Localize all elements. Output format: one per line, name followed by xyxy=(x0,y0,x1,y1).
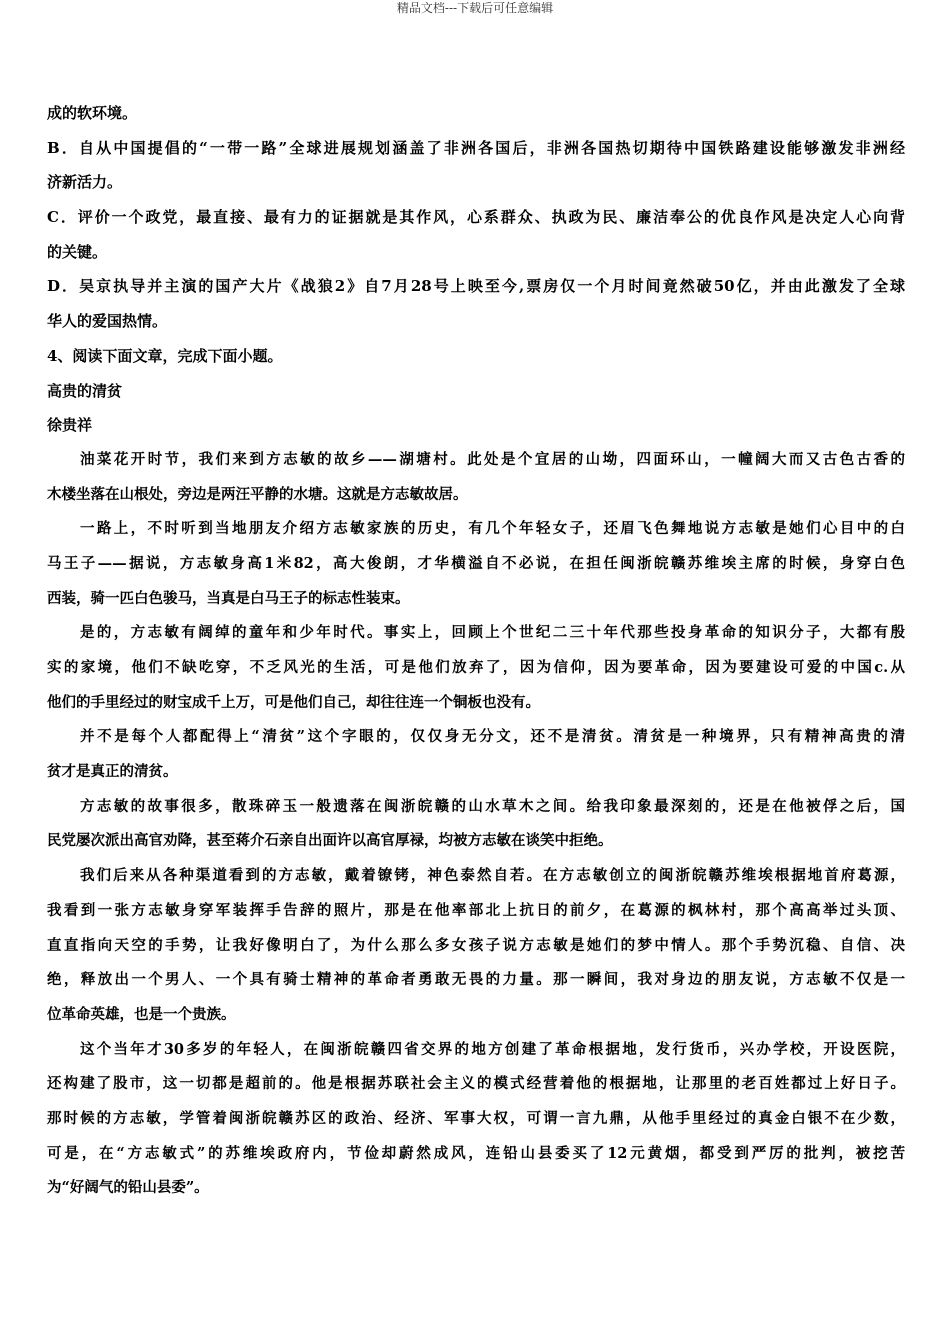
paragraph-line: 还构建了股市，这一切都是超前的。他是根据苏联社会主义的模式经营着他的根据地，让那里的老百姓都过上好日子。 xyxy=(47,1075,905,1093)
paragraph-line: 贫才是真正的清贫。 xyxy=(47,763,178,781)
text-line: 济新活力。 xyxy=(47,173,123,192)
paragraph-line: 方志敏的故事很多，散珠碎玉一般遗落在闽浙皖赣的山水草木之间。给我印象最深刻的，还是在他被俘之后，国 xyxy=(80,797,905,815)
paragraph-line: 绝，释放出一个男人、一个具有骑士精神的革命者勇敢无畏的力量。那一瞬间，我对身边的朋友说，方志敏不仅是一 xyxy=(47,971,905,989)
document-body xyxy=(47,96,905,1206)
paragraph-line: 位革命英雄，也是一个贵族。 xyxy=(47,1005,236,1023)
option-b-line: B．自从中国提倡的“一带一路”全球进展规划涵盖了非洲各国后，非洲各国热切期待中国铁路建设能够激发非洲经 xyxy=(47,138,905,157)
paragraph-line: 民党屡次派出高官劝降，甚至蒋介石亲自出面许以高官厚禄，均被方志敏在谈笑中拒绝。 xyxy=(47,832,613,850)
paragraph-line: 我看到一张方志敏身穿军装挥手告辞的照片，那是在他率部北上抗日的前夕，在葛源的枫林村，那个高高举过头顶、 xyxy=(47,901,905,919)
option-d-line: D．吴京执导并主演的国产大片《战狼2》自7月28号上映至今,票房仅一个月时间竟然破50亿，并由此激发了全球 xyxy=(47,277,905,296)
paragraph-line: 一路上，不时听到当地朋友介绍方志敏家族的历史，有几个年轻女子，还眉飞色舞地说方志敏是她们心目中的白 xyxy=(80,520,905,538)
option-c-line: C．评价一个政党，最直接、最有力的证据就是其作风，心系群众、执政为民、廉洁奉公的优良作风是决定人心向背 xyxy=(47,208,905,227)
paragraph-line: 是的，方志敏有阔绰的童年和少年时代。事实上，回顾上个世纪二三十年代那些投身革命的知识分子，大都有殷 xyxy=(80,624,905,642)
paragraph-line: 那时候的方志敏，学管着闽浙皖赣苏区的政治、经济、军事大权，可谓一言九鼎，从他手里经过的真金白银不在少数， xyxy=(47,1109,905,1127)
paragraph-line: 实的家境，他们不缺吃穿，不乏风光的生活，可是他们放弃了，因为信仰，因为要革命，因为要建设可爱的中国c.从 xyxy=(47,659,905,676)
paragraph-line: 油菜花开时节，我们来到方志敏的故乡——湖塘村。此处是个宜居的山坳，四面环山，一幢阔大而又古色古香的 xyxy=(80,450,905,468)
paragraph-line: 为“好阔气的铅山县委”。 xyxy=(47,1179,209,1197)
question-heading: 4、阅读下面文章，完成下面小题。 xyxy=(47,346,283,365)
paragraph-line: 并不是每个人都配得上“清贫”这个字眼的，仅仅身无分文，还不是清贫。清贫是一种境界，只有精神高贵的清 xyxy=(80,728,905,746)
paragraph-line: 这个当年才30多岁的年轻人，在闽浙皖赣四省交界的地方创建了革命根据地，发行货币，兴办学校，开设医院， xyxy=(80,1040,905,1058)
text-line: 的关键。 xyxy=(47,242,108,261)
paragraph-line: 可是，在“方志敏式”的苏维埃政府内，节俭却蔚然成风，连铅山县委买了12元黄烟，都受到严厉的批判，被挖苦 xyxy=(47,1144,905,1162)
paragraph-line: 马王子——据说，方志敏身高1米82，高大俊朗，才华横溢自不必说，在担任闽浙皖赣苏维埃主席的时候，身穿白色 xyxy=(47,554,905,572)
paragraph-line: 西装，骑一匹白色骏马，当真是白马王子的标志性装束。 xyxy=(47,589,410,607)
paragraph-line: 直直指向天空的手势，让我好像明白了，为什么那么多女孩子说方志敏是她们的梦中情人。那个手势沉稳、自信、决 xyxy=(47,936,905,954)
paragraph-line: 他们的手里经过的财宝成千上万，可是他们自己，却往往连一个铜板也没有。 xyxy=(47,693,540,711)
text-line: 成的软环境。 xyxy=(47,104,138,122)
article-title: 高贵的清贫 xyxy=(47,381,123,400)
paragraph-line: 我们后来从各种渠道看到的方志敏，戴着镣铐，神色泰然自若。在方志敏创立的闽浙皖赣苏维埃根据地首府葛源， xyxy=(80,867,905,885)
text-line: 华人的爱国热情。 xyxy=(47,312,168,331)
article-author: 徐贵祥 xyxy=(47,416,93,435)
page-header: 精品文档---下载后可任意编辑 xyxy=(396,1,554,15)
paragraph-line: 木楼坐落在山根处，旁边是两汪平静的水塘。这就是方志敏故居。 xyxy=(47,485,468,503)
